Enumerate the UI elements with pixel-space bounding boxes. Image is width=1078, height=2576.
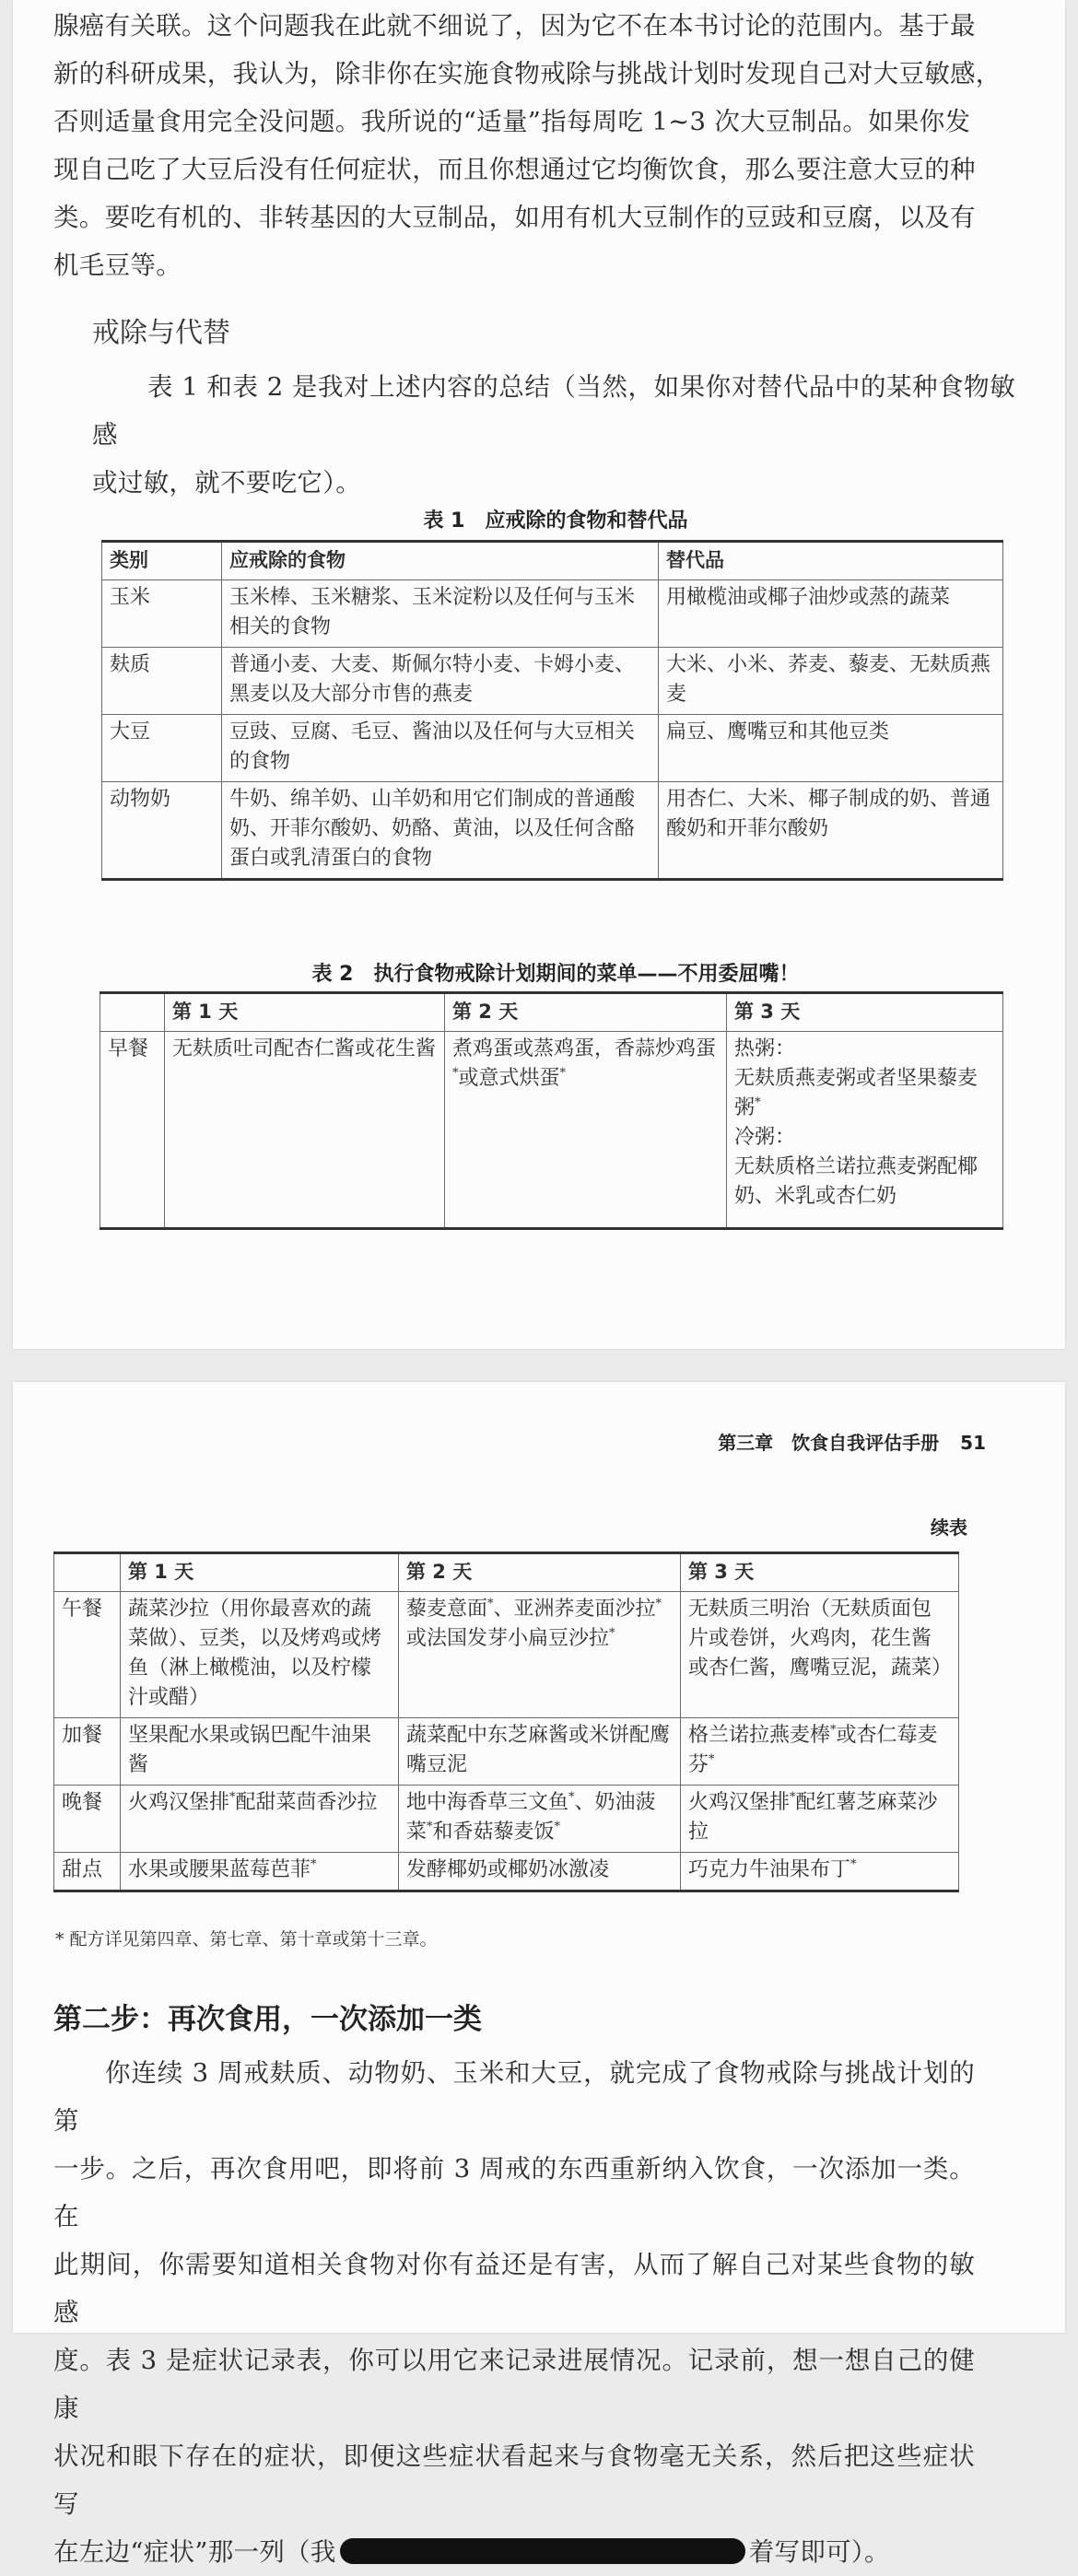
dish-text: 、奶油菠菜 <box>406 1791 656 1844</box>
dish-text: 火鸡汉堡排 <box>128 1791 230 1814</box>
table2-header: 第 1 天 <box>121 1553 399 1592</box>
text-line: 腺癌有关联。这个问题我在此就不细说了，因为它不在本书讨论的范围内。基于最 <box>53 11 976 41</box>
recipe-marker: * <box>452 1066 459 1081</box>
table2-header: 第 2 天 <box>399 1553 681 1592</box>
day1-cell: 无麸质吐司配杏仁酱或花生酱 <box>165 1032 445 1229</box>
section-heading: 戒除与代替 <box>92 317 230 349</box>
day2-cell <box>445 1032 727 1229</box>
dish-text: 无麸质燕麦粥或者坚果藜麦粥 <box>734 1067 978 1119</box>
meal-cell: 甜点 <box>54 1853 121 1891</box>
summary-paragraph <box>92 363 1015 507</box>
recipe-marker: * <box>755 1095 761 1110</box>
dish-text: 藜麦意面 <box>406 1598 488 1621</box>
table-row <box>54 1592 959 1718</box>
table2-header-row <box>100 993 1003 1032</box>
table1-header: 替代品 <box>659 542 1003 580</box>
table1-header-row <box>102 542 1003 580</box>
page-bottom <box>13 1382 1065 2567</box>
recipe-marker: * <box>850 1857 857 1872</box>
footnote: * 配方详见第四章、第七章、第十章或第十三章。 <box>55 1929 438 1950</box>
recipe-marker: * <box>311 1857 317 1872</box>
substitute-cell: 扁豆、鹰嘴豆和其他豆类 <box>659 715 1003 782</box>
text-line: 新的科研成果，我认为，除非你在实施食物戒除与挑战计划时发现自己对大豆敏感， <box>53 59 1002 88</box>
dish-text: 和香菇藜麦饭 <box>432 1821 555 1844</box>
dish-text: 、亚洲荞麦面沙拉 <box>493 1598 656 1621</box>
table1-header: 应戒除的食物 <box>222 542 659 580</box>
table1-caption: 表 1 应戒除的食物和替代品 <box>423 509 688 533</box>
category-cell: 动物奶 <box>102 782 222 880</box>
text-line <box>53 2528 975 2576</box>
dish-text: 或杏仁莓麦芬 <box>688 1724 938 1776</box>
recipe-marker: * <box>790 1790 796 1805</box>
day2-cell <box>399 1592 681 1718</box>
table2 <box>100 991 1003 1230</box>
table-row <box>54 1718 959 1786</box>
text-line: 或过敏，就不要吃它）。 <box>92 468 362 498</box>
last-line-end: 着写即可）。 <box>748 2537 890 2567</box>
dish-text: 或法国发芽小扁豆沙拉 <box>406 1627 610 1650</box>
recipe-marker: * <box>554 1820 561 1834</box>
continued-label: 续表 <box>931 1516 967 1539</box>
table-row <box>102 782 1003 880</box>
day3-cell <box>681 1718 959 1786</box>
table2-header <box>100 993 165 1032</box>
category-cell: 麸质 <box>102 648 222 715</box>
meal-cell: 午餐 <box>54 1592 121 1718</box>
hot-porridge-label: 热粥： <box>734 1037 796 1060</box>
table2-continued <box>53 1551 959 1892</box>
recipe-marker: * <box>830 1723 837 1738</box>
intro-paragraph <box>53 2 1015 289</box>
avoid-cell: 牛奶、绵羊奶、山羊奶和用它们制成的普通酸奶、开菲尔酸奶、奶酪、黄油，以及任何含酪蛋白或乳清蛋白的食物 <box>222 782 659 880</box>
avoid-cell: 玉米棒、玉米糖浆、玉米淀粉以及任何与玉米相关的食物 <box>222 580 659 648</box>
table-row <box>102 580 1003 648</box>
day1-cell: 坚果配水果或锅巴配牛油果酱 <box>121 1718 399 1786</box>
chapter-title: 第三章 饮食自我评估手册 <box>718 1432 940 1454</box>
table2-header <box>54 1553 121 1592</box>
page-number: 51 <box>960 1432 986 1454</box>
table-row <box>54 1786 959 1853</box>
dish-text: 或意式烘蛋 <box>458 1067 560 1090</box>
substitute-cell: 大米、小米、荞麦、藜麦、无麸质燕麦 <box>659 648 1003 715</box>
text-line: 表 1 和表 2 是我对上述内容的总结（当然，如果你对替代品中的某种食物敏感 <box>92 372 1015 450</box>
text-line: 你连续 3 周戒麸质、动物奶、玉米和大豆，就完成了食物戒除与挑战计划的第 <box>53 2058 975 2136</box>
avoid-cell: 普通小麦、大麦、斯佩尔特小麦、卡姆小麦、黑麦以及大部分市售的燕麦 <box>222 648 659 715</box>
day3-cell <box>681 1786 959 1853</box>
table1 <box>101 540 1003 881</box>
text-line: 此期间，你需要知道相关食物对你有益还是有害，从而了解自己对某些食物的敏感 <box>53 2250 975 2327</box>
day1-cell: 蔬菜沙拉（用你最喜欢的蔬菜做）、豆类，以及烤鸡或烤鱼（淋上橄榄油，以及柠檬汁或醋） <box>121 1592 399 1718</box>
day1-cell <box>121 1853 399 1891</box>
text-line: 类。要吃有机的、非转基因的大豆制品，如用有机大豆制作的豆豉和豆腐，以及有 <box>53 203 976 232</box>
dish-text: 水果或腰果蓝莓芭菲 <box>128 1858 311 1881</box>
table1-header: 类别 <box>102 542 222 580</box>
meal-cell: 早餐 <box>100 1032 165 1229</box>
table2-caption: 表 2 执行食物戒除计划期间的菜单——不用委屈嘴！ <box>311 963 800 986</box>
last-line-start: 在左边“症状”那一列（我 <box>53 2537 336 2567</box>
avoid-cell: 豆豉、豆腐、毛豆、酱油以及任何与大豆相关的食物 <box>222 715 659 782</box>
dish-text: 无麸质格兰诺拉燕麦粥配椰奶、米乳或杏仁奶 <box>734 1155 978 1208</box>
text-line: 度。表 3 是症状记录表，你可以用它来记录进展情况。记录前，想一想自己的健康 <box>53 2346 975 2423</box>
cold-porridge-label: 冷粥： <box>734 1126 796 1149</box>
dish-text: 地中海香草三文鱼 <box>406 1791 569 1814</box>
page-top <box>13 0 1065 1349</box>
day3-cell: 无麸质三明治（无麸质面包片或卷饼，火鸡肉，花生酱或杏仁酱，鹰嘴豆泥，蔬菜） <box>681 1592 959 1718</box>
dish-text: 煮鸡蛋或蒸鸡蛋，香蒜炒鸡蛋 <box>452 1037 717 1060</box>
running-head <box>718 1428 986 1455</box>
table-row <box>54 1853 959 1891</box>
table2-header: 第 3 天 <box>727 993 1003 1032</box>
table-row <box>100 1032 1003 1229</box>
table2-header: 第 2 天 <box>445 993 727 1032</box>
table2-header: 第 1 天 <box>165 993 445 1032</box>
table2-header-row <box>54 1553 959 1592</box>
meal-cell: 晚餐 <box>54 1786 121 1853</box>
day3-cell <box>681 1853 959 1891</box>
day3-cell <box>727 1032 1003 1229</box>
dish-text: 配红薯芝麻菜沙拉 <box>688 1791 938 1844</box>
recipe-marker: * <box>609 1626 615 1641</box>
text-line: 现自己吃了大豆后没有任何症状，而且你想通过它均衡饮食，那么要注意大豆的种 <box>53 155 976 184</box>
recipe-marker: * <box>709 1752 715 1767</box>
recipe-marker: * <box>487 1597 494 1611</box>
text-line: 一步。之后，再次食用吧，即将前 3 周戒的东西重新纳入饮食，一次添加一类。在 <box>53 2154 975 2231</box>
recipe-marker: * <box>655 1597 662 1611</box>
meal-cell: 加餐 <box>54 1718 121 1786</box>
substitute-cell: 用橄榄油或椰子油炒或蒸的蔬菜 <box>659 580 1003 648</box>
text-line: 否则适量食用完全没问题。我所说的“适量”指每周吃 1~3 次大豆制品。如果你发 <box>53 107 971 136</box>
day2-cell: 发酵椰奶或椰奶冰激凌 <box>399 1853 681 1891</box>
recipe-marker: * <box>427 1820 433 1834</box>
day2-cell: 蔬菜配中东芝麻酱或米饼配鹰嘴豆泥 <box>399 1718 681 1786</box>
text-line: 状况和眼下存在的症状，即便这些症状看起来与食物毫无关系，然后把这些症状写 <box>53 2441 975 2519</box>
dish-text: 格兰诺拉燕麦棒 <box>688 1724 831 1747</box>
table-row <box>102 715 1003 782</box>
redaction-bar <box>340 2538 745 2564</box>
recipe-marker: * <box>568 1790 575 1805</box>
category-cell: 大豆 <box>102 715 222 782</box>
recipe-marker: * <box>229 1790 236 1805</box>
table-row <box>102 648 1003 715</box>
substitute-cell: 用杏仁、大米、椰子制成的奶、普通酸奶和开菲尔酸奶 <box>659 782 1003 880</box>
day1-cell <box>121 1786 399 1853</box>
dish-text: 火鸡汉堡排 <box>688 1791 791 1814</box>
dish-text: 配甜菜茴香沙拉 <box>235 1791 378 1814</box>
day2-cell <box>399 1786 681 1853</box>
dish-text: 巧克力牛油果布丁 <box>688 1858 851 1881</box>
step-heading: 第二步：再次食用，一次添加一类 <box>53 2003 482 2036</box>
table2-header: 第 3 天 <box>681 1553 959 1592</box>
recipe-marker: * <box>559 1066 567 1081</box>
text-line: 机毛豆等。 <box>53 251 182 280</box>
category-cell: 玉米 <box>102 580 222 648</box>
step-paragraph <box>53 2049 975 2576</box>
